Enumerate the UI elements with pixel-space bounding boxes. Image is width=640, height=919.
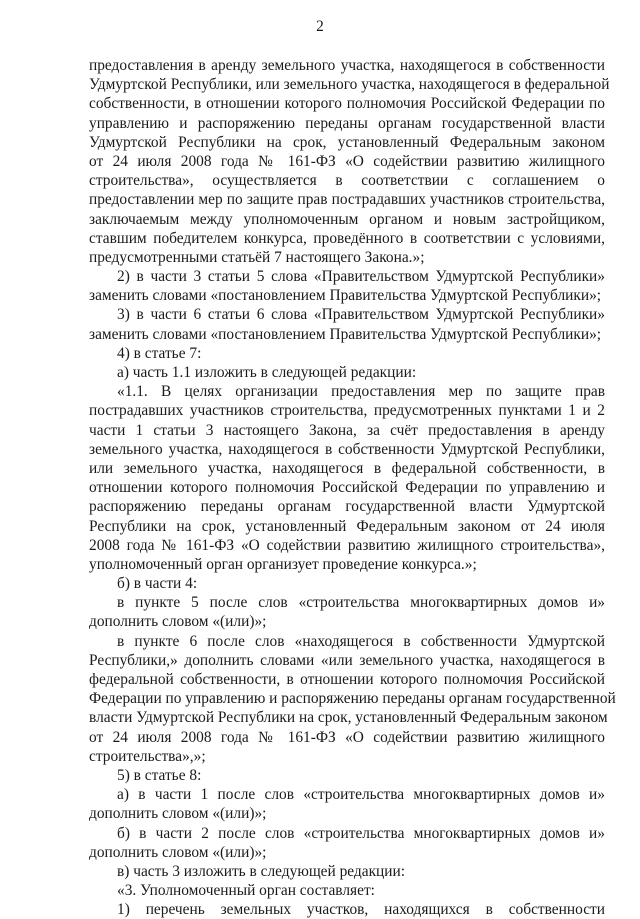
text-line: строительства», осуществляется в соответствии с соглашением о	[89, 172, 605, 190]
text-line: собственности, в отношении которого полномочия Российской Федерации по	[89, 95, 605, 113]
text-line: 3) в части 6 статьи 6 слова «Правительством Удмуртской Республики»	[117, 306, 605, 324]
text-line: управлению и распоряжению переданы органам государственной власти	[89, 114, 605, 132]
text-line: Удмуртской Республики на срок, установленный Федеральным законом	[89, 133, 605, 151]
text-line: федеральной собственности, в отношении которого полномочия Российской	[89, 671, 605, 688]
text-line: б) в части 2 после слов «строительства многоквартирных домов и»	[117, 824, 605, 842]
text-line: б) в части 4:	[117, 575, 198, 593]
text-line: заключаемым между уполномоченным органом и новым застройщиком,	[89, 210, 605, 228]
text-line: Республики,» дополнить словами «или земельного участка, находящегося в	[89, 651, 605, 669]
text-line: дополнить словом «(или)»;	[89, 843, 267, 861]
text-line: распоряжению переданы органам государственной власти Удмуртской	[89, 498, 605, 516]
text-line: предусмотренными статьёй 7 настоящего Закона.»;	[89, 248, 425, 266]
text-line: ставшим победителем конкурса, проведённого в соответствии с условиями,	[89, 229, 605, 247]
text-line: предоставления в аренду земельного участка, находящегося в собственности	[89, 57, 605, 74]
text-line: или земельного участка, находящегося в федеральной собственности, в	[89, 459, 605, 477]
text-line: в) часть 3 изложить в следующей редакции:	[117, 862, 406, 880]
text-line: Удмуртской Республики, или земельного участка, находящегося в федеральной	[89, 76, 610, 94]
text-line: в пункте 5 после слов «строительства многоквартирных домов и»	[117, 594, 605, 612]
text-line: части 1 статьи 3 настоящего Закона, за счёт предоставления в аренду	[89, 421, 605, 439]
text-line: а) часть 1.1 изложить в следующей редакции:	[117, 364, 417, 381]
page-number: 2	[316, 18, 324, 35]
text-line: 4) в статье 7:	[117, 344, 202, 362]
text-line: а) в части 1 после слов «строительства многоквартирных домов и»	[117, 786, 605, 804]
text-line: 2008 года № 161-ФЗ «О содействии развитию жилищного строительства»,	[89, 536, 605, 554]
text-line: отношении которого полномочия Российской Федерации по управлению и	[89, 479, 605, 497]
text-line: дополнить словом «(или)»;	[89, 613, 267, 631]
text-line: в пункте 6 после слов «находящегося в собственности Удмуртской	[117, 632, 605, 650]
text-line: предоставлении мер по защите прав пострадавших участников строительства,	[89, 191, 605, 209]
text-line: от 24 июля 2008 года № 161-ФЗ «О содействии развитию жилищного	[89, 728, 605, 746]
text-line: уполномоченный орган организует проведение конкурса.»;	[89, 555, 477, 573]
text-line: строительства»,»;	[89, 747, 206, 765]
text-line: земельного участка, находящегося в собственности Удмуртской Республики,	[89, 440, 605, 458]
text-line: «3. Уполномоченный орган составляет:	[117, 882, 375, 900]
text-line: 1) перечень земельных участков, находящихся в собственности	[117, 901, 605, 919]
text-line: «1.1. В целях организации предоставления мер по защите прав	[117, 383, 605, 401]
text-line: заменить словами «постановлением Правительства Удмуртской Республики»;	[89, 287, 602, 305]
text-line: дополнить словом «(или)»;	[89, 805, 267, 823]
text-line: Федерации по управлению и распоряжению переданы органам государственной	[89, 690, 616, 708]
text-line: пострадавших участников строительства, предусмотренных пунктами 1 и 2	[89, 402, 605, 420]
text-line: от 24 июля 2008 года № 161-ФЗ «О содействии развитию жилищного	[89, 152, 605, 170]
text-line: Республики на срок, установленный Федеральным законом от 24 июля	[89, 517, 605, 535]
text-line: 2) в части 3 статьи 5 слова «Правительством Удмуртской Республики»	[117, 268, 605, 286]
text-line: 5) в статье 8:	[117, 766, 202, 784]
document-body	[89, 56, 616, 919]
text-line: власти Удмуртской Республики на срок, установленный Федеральным законом	[89, 709, 608, 727]
text-line: заменить словами «постановлением Правительства Удмуртской Республики»;	[89, 325, 602, 343]
